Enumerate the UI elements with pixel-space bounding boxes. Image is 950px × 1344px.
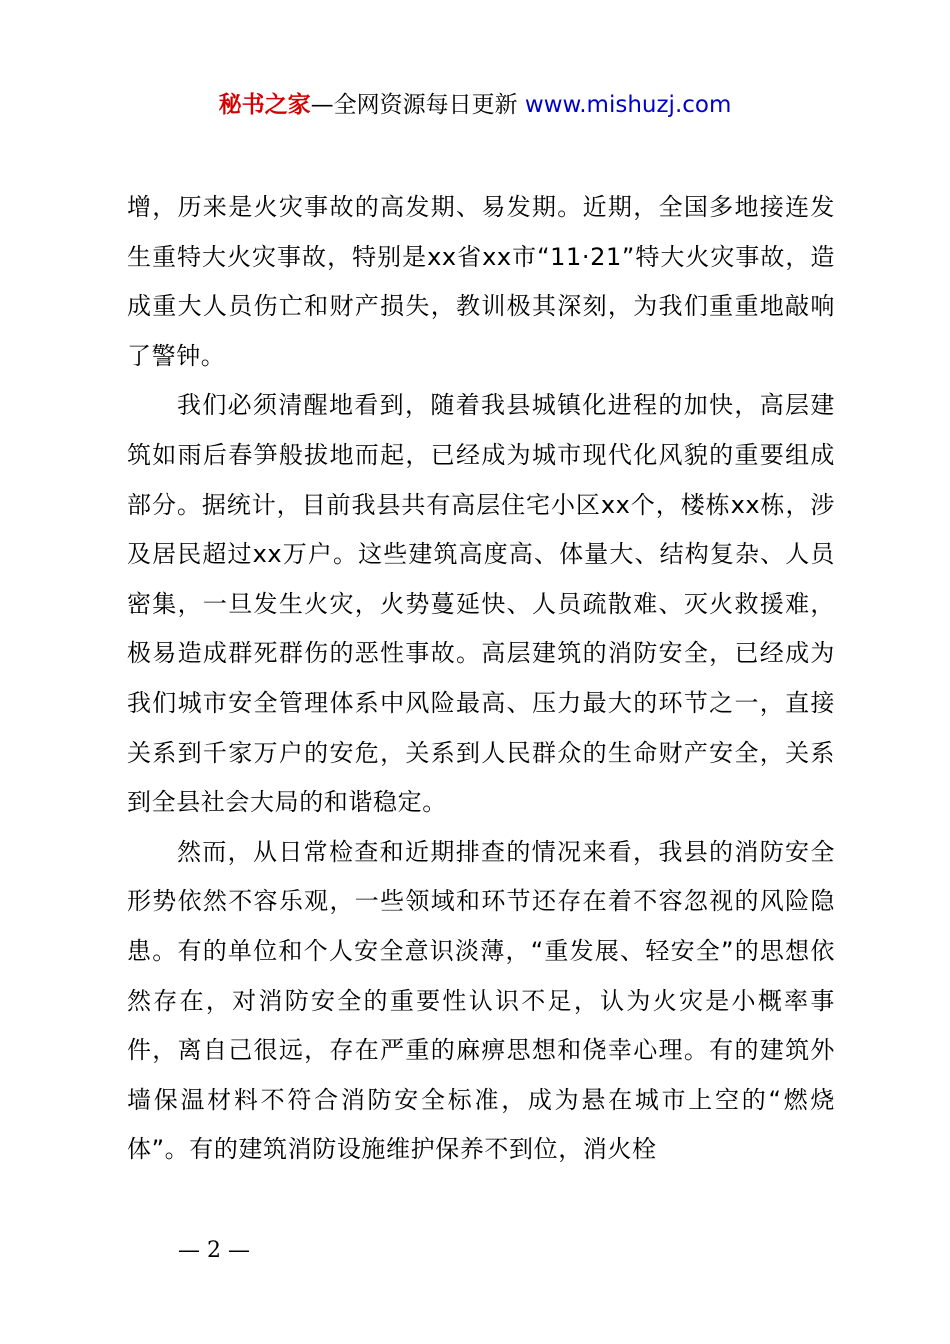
- paragraph-highrise-risk: 我们必须清醒地看到，随着我县城镇化进程的加快，高层建筑如雨后春笋般拔地而起，已经成为城市现代化风貌的重要组成部分。据统计，目前我县共有高层住宅小区xx个，楼栋xx栋，涉及居民超过xx万户。这些建筑高度高、体量大、结构复杂、人员密集，一旦发生火灾，火势蔓延快、人员疏散难、灭火救援难，极易造成群死群伤的恶性事故。高层建筑的消防安全，已经成为我们城市安全管理体系中风险最高、压力最大的环节之一，直接关系到千家万户的安危，关系到人民群众的生命财产安全，关系到全县社会大局的和谐稳定。: [127, 391, 835, 817]
- paragraph-hazards: 然而，从日常检查和近期排查的情况来看，我县的消防安全形势依然不容乐观，一些领域和环节还存在着不容忽视的风险隐患。有的单位和个人安全意识淡薄，“重发展、轻安全”的思想依然存在，对消防安全的重要性认识不足，认为火灾是小概率事件，离自己很远，存在严重的麻痹思想和侥幸心理。有的建筑外墙保温材料不符合消防安全标准，成为悬在城市上空的“燃烧体”。有的建筑消防设施维护保养不到位，消火栓: [127, 837, 835, 1164]
- page-number: — 2 —: [178, 1238, 250, 1263]
- brand-name: 秘书之家: [218, 92, 311, 118]
- paragraph-continued: 增，历来是火灾事故的高发期、易发期。近期，全国多地接连发生重特大火灾事故，特别是xx省xx市“11·21”特大火灾事故，造成重大人员伤亡和财产损失，教训极其深刻，为我们重重地敲响了警钟。: [127, 193, 835, 370]
- header-tagline: —全网资源每日更新: [310, 92, 518, 118]
- site-url-link[interactable]: www.mishuzj.com: [524, 92, 732, 118]
- site-header: [0, 88, 950, 122]
- document-body: [127, 183, 835, 1175]
